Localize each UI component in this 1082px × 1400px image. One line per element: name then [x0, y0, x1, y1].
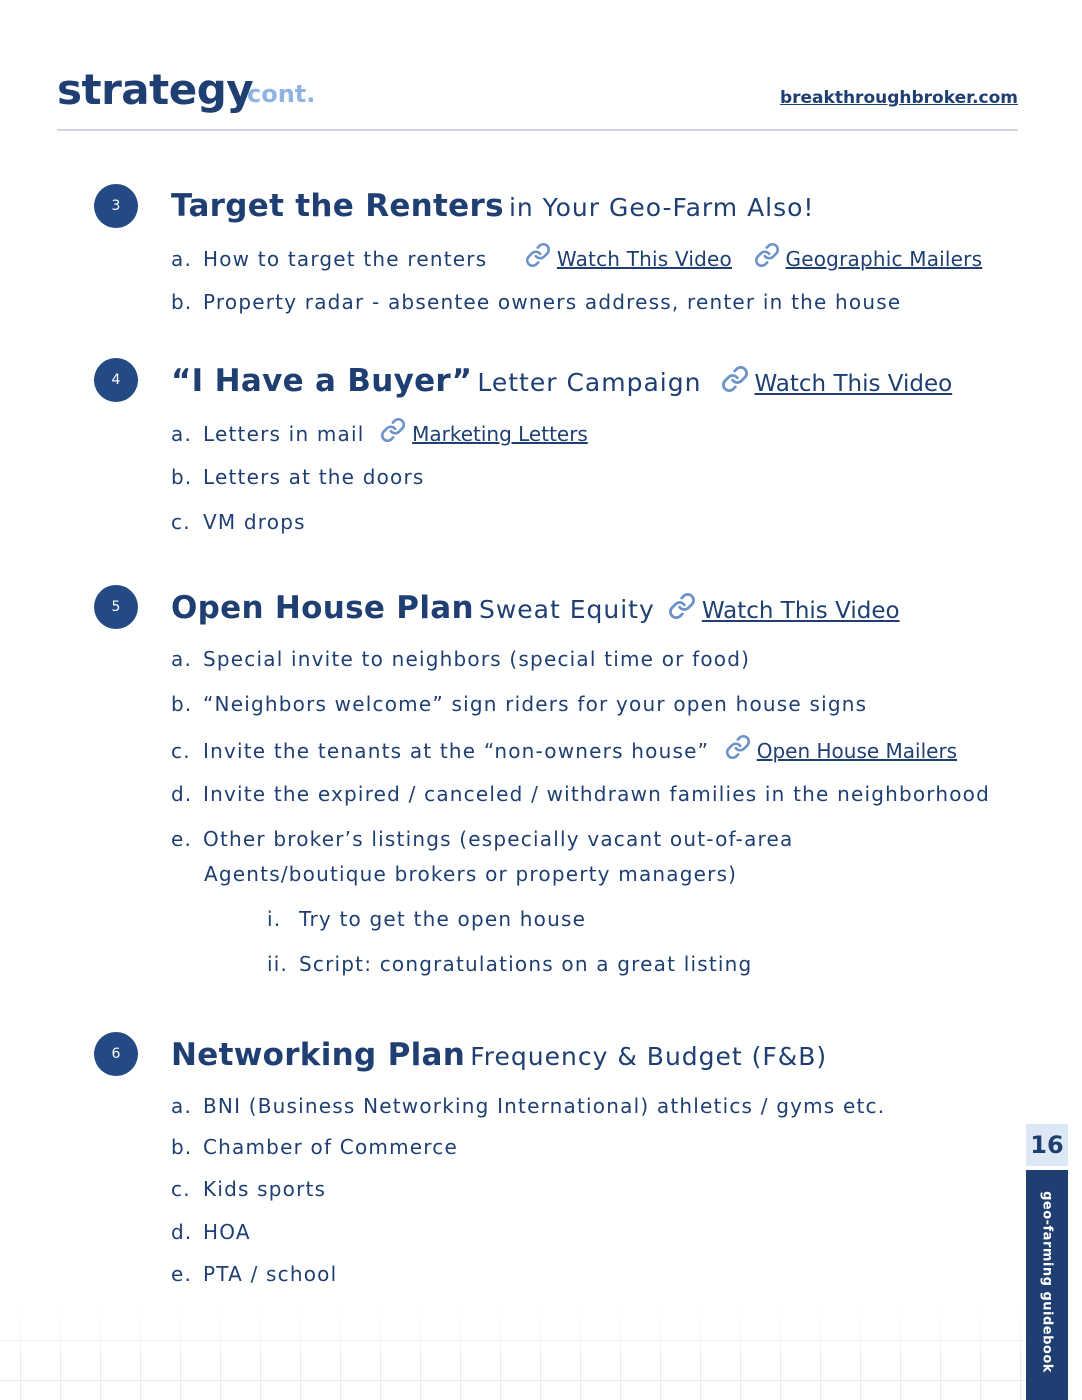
link-icon — [721, 365, 749, 410]
link-icon — [754, 242, 780, 276]
list-marker: c. — [171, 739, 191, 763]
list-item — [171, 824, 793, 854]
list-item — [171, 242, 982, 276]
list-item-text: “Neighbors welcome” sign riders for your open house signs — [203, 692, 868, 716]
section-heading — [171, 359, 952, 410]
site-link[interactable]: breakthroughbroker.com — [779, 88, 1018, 108]
list-item — [171, 1091, 885, 1121]
list-item — [171, 462, 425, 492]
marketing-letters-link[interactable]: Marketing Letters — [412, 422, 588, 446]
list-marker: i. — [267, 907, 282, 931]
list-item — [171, 734, 957, 768]
section-heading-light: Letter Campaign — [477, 368, 702, 397]
list-item-text: PTA / school — [203, 1262, 338, 1286]
list-marker: a. — [171, 247, 193, 271]
section-heading-bold: Target the Renters — [171, 188, 504, 224]
list-marker: b. — [171, 1135, 193, 1159]
list-item-text: Other broker’s listings (especially vacant out-of-area — [203, 827, 794, 851]
section-heading-light: Sweat Equity — [478, 595, 655, 624]
list-marker: b. — [171, 290, 193, 314]
list-marker: b. — [171, 692, 193, 716]
page-title-suffix: cont. — [247, 80, 316, 108]
list-marker: ii. — [267, 952, 289, 976]
list-item — [171, 1259, 337, 1289]
link-icon — [380, 417, 406, 451]
watch-video-link[interactable]: Watch This Video — [556, 247, 732, 271]
list-marker: c. — [171, 1177, 191, 1201]
section-heading-bold: Open House Plan — [171, 590, 474, 626]
guide-title: geo-farming guidebook — [1039, 1191, 1055, 1373]
section-heading-bold: Networking Plan — [171, 1037, 466, 1073]
geographic-mailers-link[interactable]: Geographic Mailers — [785, 247, 983, 271]
watch-video-link[interactable]: Watch This Video — [754, 371, 953, 397]
link-icon — [525, 242, 551, 276]
header-divider — [57, 129, 1018, 131]
list-item-text: Kids sports — [203, 1177, 327, 1201]
list-item — [171, 417, 588, 451]
list-marker: e. — [171, 1262, 193, 1286]
list-item-text: Script: congratulations on a great listing — [299, 952, 753, 976]
list-item — [171, 1217, 251, 1247]
list-item-text: Property radar - absentee owners address, renter in the house — [203, 290, 902, 314]
list-item — [171, 644, 750, 674]
list-marker: e. — [171, 827, 193, 851]
list-item — [171, 689, 867, 719]
list-item-text: BNI (Business Networking International) athletics / gyms etc. — [203, 1094, 886, 1118]
sub-list-item — [267, 904, 586, 934]
list-item — [171, 1132, 458, 1162]
sub-list-item — [267, 949, 752, 979]
list-item-text: Try to get the open house — [299, 907, 587, 931]
page-number: 16 — [1026, 1124, 1068, 1166]
list-item — [171, 779, 990, 809]
list-item-text: Letters at the doors — [203, 465, 425, 489]
list-marker: c. — [171, 510, 191, 534]
list-marker: a. — [171, 1094, 193, 1118]
section-heading-bold: “I Have a Buyer” — [171, 363, 473, 399]
list-item-continuation: Agents/boutique brokers or property managers) — [204, 862, 738, 886]
link-icon — [668, 592, 696, 637]
watch-video-link[interactable]: Watch This Video — [701, 598, 900, 624]
list-marker: d. — [171, 1220, 193, 1244]
open-house-mailers-link[interactable]: Open House Mailers — [756, 739, 958, 763]
list-item-text: How to target the renters — [203, 247, 488, 271]
list-item-text: VM drops — [203, 510, 306, 534]
list-item-text: Chamber of Commerce — [203, 1135, 458, 1159]
list-item-text: Special invite to neighbors (special time or food) — [203, 647, 751, 671]
section-heading-light: in Your Geo-Farm Also! — [508, 193, 815, 222]
list-item — [171, 507, 306, 537]
list-marker: a. — [171, 422, 193, 446]
list-item-text: Invite the tenants at the “non-owners house” — [203, 739, 710, 763]
section-number-badge: 4 — [94, 358, 138, 402]
list-item — [171, 287, 901, 317]
section-heading — [171, 1033, 827, 1082]
list-item-text: HOA — [203, 1220, 251, 1244]
list-item-text: Invite the expired / canceled / withdrawn families in the neighborhood — [203, 782, 991, 806]
section-heading — [171, 184, 814, 233]
section-number-badge: 5 — [94, 585, 138, 629]
list-item — [171, 1174, 326, 1204]
background-grid — [0, 1310, 1026, 1400]
list-marker: b. — [171, 465, 193, 489]
list-marker: d. — [171, 782, 193, 806]
section-heading — [171, 586, 900, 637]
section-heading-light: Frequency & Budget (F&B) — [470, 1042, 828, 1071]
section-number-badge: 3 — [94, 184, 138, 228]
link-icon — [725, 734, 751, 768]
list-marker: a. — [171, 647, 193, 671]
page-title: strategy — [57, 65, 254, 114]
list-item-text: Letters in mail — [203, 422, 365, 446]
section-number-badge: 6 — [94, 1032, 138, 1076]
